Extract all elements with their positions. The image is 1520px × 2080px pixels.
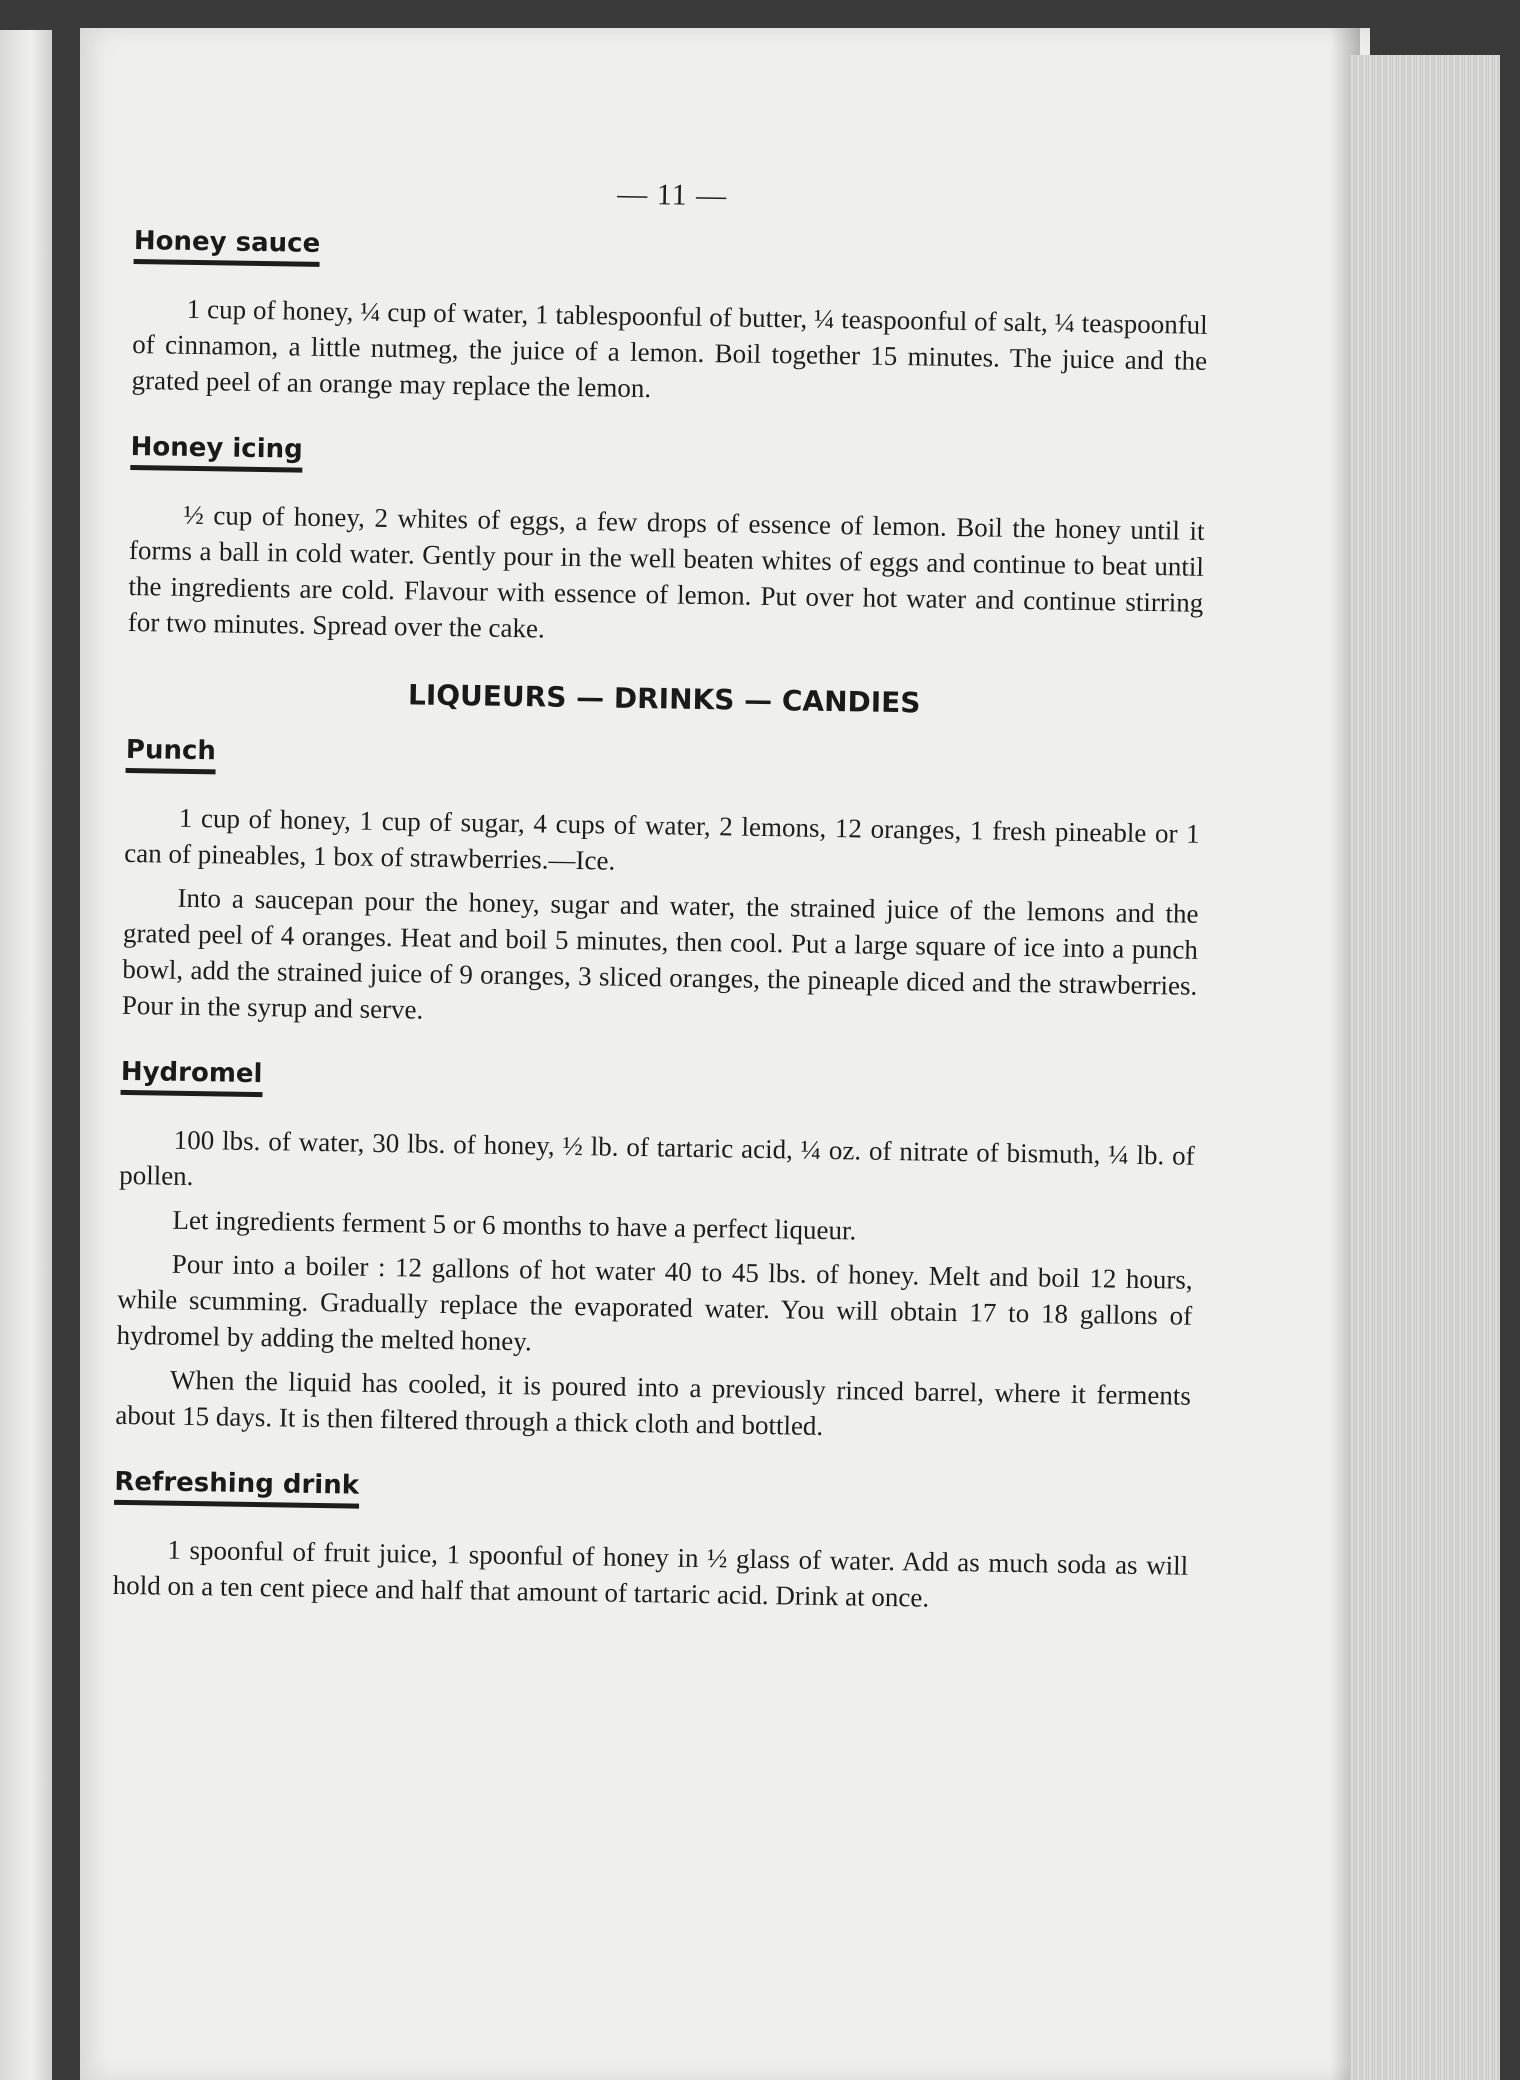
page-number: — 11 —	[616, 177, 728, 213]
recipe-honey-icing	[128, 432, 1206, 657]
recipe-paragraph: When the liquid has cooled, it is poured into a previously rinced barrel, where it ferments about 15 days. It is then filtered through a thick cloth and bottled.	[115, 1364, 1192, 1441]
recipe-paragraph: 1 cup of honey, ¼ cup of water, 1 tablespoonful of butter, ¼ teaspoonful of salt, ¼ teaspoonful of cinnamon, a little nutmeg, the juice of a lemon. Boil together 15 minutes. The juice and the grated peel of an orange may replace the lemon.	[131, 293, 1208, 404]
recipe-refreshing-drink	[112, 1467, 1189, 1620]
recipe-paragraph: 100 lbs. of water, 30 lbs. of honey, ½ lb. of tartaric acid, ¼ oz. of nitrate of bismuth, ¼ lb. of pollen.	[118, 1124, 1195, 1192]
recipe-paragraph: Let ingredients ferment 5 or 6 months to have a perfect liqueur.	[172, 1204, 857, 1246]
recipe-punch	[122, 735, 1201, 1040]
recipe-title: Hydromel	[120, 1057, 262, 1097]
recipe-title: Refreshing drink	[114, 1467, 359, 1509]
recipe-paragraph: Into a saucepan pour the honey, sugar and water, the strained juice of the lemons and the grated peel of 4 oranges. Heat and boil 5 minutes, then cool. Put a large square of ice into a punch bowl, add the strained juice of 9 oranges, 3 sliced oranges, the pineaple diced and the strawberries. Pour in the syrup and serve.	[121, 882, 1199, 1025]
recipe-title: Punch	[126, 735, 217, 774]
recipe-hydromel	[115, 1057, 1196, 1450]
page-edges	[1350, 55, 1500, 2080]
recipe-paragraph: Pour into a boiler : 12 gallons of hot water 40 to 45 lbs. of honey. Melt and boil 12 hours, while scumming. Gradually replace the evaporated water. You will obtain 17 to 18 gallons of hydromel by adding the melted honey.	[116, 1248, 1193, 1357]
recipe-paragraph: 1 cup of honey, 1 cup of sugar, 4 cups of water, 2 lemons, 12 oranges, 1 fresh pineable or 1 can of pineables, 1 box of strawberries.—Ice.	[124, 802, 1200, 876]
recipe-honey-sauce	[131, 226, 1209, 415]
recipe-paragraph: ½ cup of honey, 2 whites of eggs, a few drops of essence of lemon. Boil the honey until it forms a ball in cold water. Gently pour in the well beaten whites of eggs and continue to beat until the ingredients are cold. Flavour with essence of lemon. Put over hot water and continue stirring for two minutes. Spread over the cake.	[127, 499, 1205, 644]
left-page-edge	[0, 30, 52, 2080]
recipe-paragraph: 1 spoonful of fruit juice, 1 spoonful of honey in ½ glass of water. Add as much soda as will hold on a ten cent piece and half that amount of tartaric acid. Drink at once.	[112, 1534, 1189, 1613]
page-content	[112, 170, 1210, 1654]
section-title: LIQUEURS — DRINKS — CANDIES	[407, 678, 921, 720]
recipe-title: Honey sauce	[134, 226, 321, 267]
recipe-title: Honey icing	[130, 432, 303, 473]
